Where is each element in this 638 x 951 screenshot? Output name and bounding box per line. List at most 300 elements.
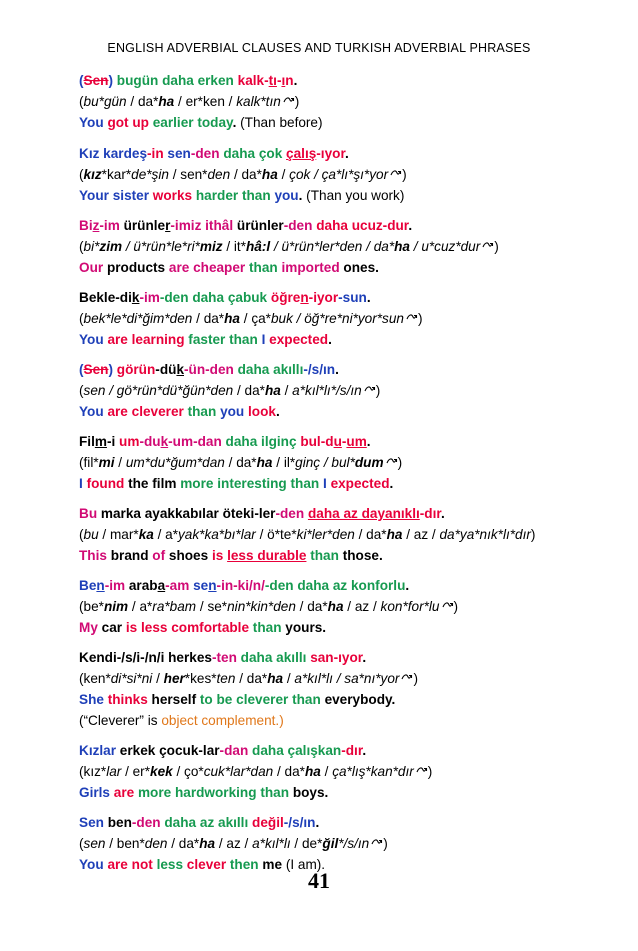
text-segment: the [128, 476, 153, 491]
text-segment: -dan [219, 743, 253, 758]
example-block [79, 143, 579, 206]
text-segment: kek [150, 764, 173, 779]
text-segment: (ken* [79, 671, 111, 686]
text-segment: . [366, 290, 371, 305]
text-segment: those. [342, 548, 383, 563]
text-segment: / [283, 671, 295, 686]
text-segment: -den [190, 146, 224, 161]
text-segment: a*kıl*lı*/s/ın [292, 383, 362, 398]
text-segment: -imiz [170, 218, 206, 233]
text-segment: da*ya*nık*lı*dır [439, 527, 531, 542]
text-segment: / da* [192, 311, 225, 326]
text-segment: daha [252, 743, 288, 758]
text-segment: ha [264, 383, 281, 398]
text-segment: sen [83, 836, 106, 851]
text-segment: -den [275, 506, 308, 521]
text-segment: . [232, 115, 241, 130]
text-segment: nin*kin*den [227, 599, 296, 614]
text-segment: products [106, 260, 169, 275]
text-segment: ) [530, 527, 536, 542]
pronunciation-line [79, 91, 579, 112]
tilde-arrow-icon [406, 313, 418, 321]
text-segment: *kes* [184, 671, 217, 686]
turkish-sentence [79, 70, 579, 91]
text-segment: ha [394, 239, 410, 254]
text-segment: than [260, 785, 293, 800]
pronunciation-line [79, 668, 579, 689]
example-block [79, 215, 579, 278]
pronunciation-line [79, 164, 579, 185]
text-segment: um [346, 434, 367, 449]
turkish-sentence [79, 740, 579, 761]
english-translation [79, 257, 579, 278]
text-segment: -ten [211, 650, 241, 665]
text-segment: daha ucuz [316, 218, 383, 233]
text-segment: (kız* [79, 764, 107, 779]
text-segment: u [333, 434, 342, 449]
text-segment: görün [116, 362, 156, 377]
turkish-sentence [79, 431, 579, 452]
text-segment: bek*le*di*ğim*den [83, 311, 193, 326]
text-segment: herself [151, 692, 200, 707]
text-segment: k [176, 362, 184, 377]
text-segment: / da* [167, 836, 200, 851]
text-segment: de*şin [131, 167, 169, 182]
text-segment: bu*gün [83, 94, 127, 109]
text-segment: -ıyor [333, 650, 363, 665]
text-segment: ha [327, 599, 344, 614]
text-segment: Kız kardeş [79, 146, 148, 161]
pronunciation-line [79, 833, 579, 854]
text-segment: -um [168, 434, 194, 449]
text-segment: -in [216, 578, 234, 593]
text-segment: ha [261, 167, 278, 182]
text-segment: kalk*tın [236, 94, 281, 109]
text-segment: tı [268, 73, 277, 88]
text-segment: . [362, 650, 367, 665]
text-segment: / da* [126, 94, 159, 109]
text-segment: than [292, 692, 325, 707]
text-segment: daha ilginç [225, 434, 301, 449]
grammar-note [79, 710, 579, 731]
text-segment: dum [354, 455, 384, 470]
text-segment: ha [386, 527, 403, 542]
example-block [79, 647, 579, 731]
text-segment: ( [79, 383, 84, 398]
text-segment: . [275, 404, 280, 419]
text-segment: z [92, 218, 100, 233]
text-segment: / er*ken / [174, 94, 237, 109]
text-segment: ) [427, 764, 433, 779]
text-segment: m [94, 434, 107, 449]
text-segment: -den [283, 218, 317, 233]
english-translation [79, 689, 579, 710]
text-segment: You [79, 115, 108, 130]
text-segment: imported [281, 260, 344, 275]
text-segment: -dan [193, 434, 226, 449]
text-segment: -am [165, 578, 194, 593]
text-segment: */s/ın [338, 836, 370, 851]
text-segment: n [285, 73, 294, 88]
text-segment: are learning [107, 332, 189, 347]
tilde-arrow-icon [283, 96, 295, 104]
text-segment: arab [128, 578, 158, 593]
text-segment: yours. [285, 620, 327, 635]
text-segment: se [193, 578, 209, 593]
text-segment: ha [304, 764, 321, 779]
text-segment: / ü*rün*ler*den / da* [270, 239, 395, 254]
text-segment: ) [402, 167, 407, 182]
text-segment: / mar* [98, 527, 139, 542]
text-segment: daha akıllı [240, 650, 311, 665]
text-segment: / [280, 383, 293, 398]
text-segment: got up [107, 115, 153, 130]
text-segment: ha [224, 311, 240, 326]
text-segment: harder than [195, 188, 275, 203]
text-segment: -d [320, 434, 334, 449]
example-block [79, 431, 579, 494]
text-segment: look [248, 404, 276, 419]
text-segment: ben [107, 815, 132, 830]
text-segment: shoes [168, 548, 212, 563]
text-segment: kalk- [237, 73, 269, 88]
text-segment: ha [267, 671, 284, 686]
text-segment: -dur [382, 218, 409, 233]
text-segment: r [165, 218, 171, 233]
text-segment: are not [107, 857, 157, 872]
text-segment: marka ayakkabılar öteki-ler [100, 506, 276, 521]
text-segment: ten [216, 671, 236, 686]
text-segment: - [341, 434, 347, 449]
text-segment: works [152, 188, 196, 203]
text-segment: ( [79, 167, 84, 182]
text-segment: ) [397, 455, 403, 470]
text-segment: ha [199, 836, 216, 851]
text-segment: ) [383, 836, 388, 851]
text-segment: bi* [83, 239, 100, 254]
text-segment: ki*ler*den [296, 527, 355, 542]
text-segment: is [125, 620, 141, 635]
text-segment: ka [138, 527, 154, 542]
text-segment: thinks [107, 692, 152, 707]
text-segment: I [323, 476, 331, 491]
text-segment: ürünle [123, 218, 166, 233]
turkish-sentence [79, 359, 579, 380]
text-segment: / da* [273, 764, 305, 779]
text-segment: -ıyor [316, 146, 345, 161]
text-segment: / az / [402, 527, 440, 542]
text-segment: um*du*ğum*dan [125, 455, 225, 470]
text-segment: ) [108, 362, 117, 377]
text-segment: ) [417, 311, 423, 326]
text-segment: a*kıl*lı [252, 836, 291, 851]
text-segment: / [114, 455, 126, 470]
text-segment: ( [79, 239, 84, 254]
text-segment: / ço* [172, 764, 204, 779]
text-segment: less [156, 857, 187, 872]
example-block [79, 812, 579, 875]
english-translation [79, 185, 579, 206]
text-segment: herkes [168, 650, 212, 665]
english-translation [79, 545, 579, 566]
text-segment: Kızlar [79, 743, 120, 758]
turkish-sentence [79, 215, 579, 236]
text-segment: / da* [354, 527, 387, 542]
text-segment: than [252, 620, 286, 635]
text-segment: I [261, 332, 270, 347]
text-segment: -den [205, 362, 238, 377]
text-segment: ) [108, 73, 117, 88]
text-segment: Be [79, 578, 97, 593]
text-segment: -den daha az konforlu [264, 578, 406, 593]
text-segment: . [345, 146, 349, 161]
text-segment: ı [281, 73, 286, 88]
turkish-sentence [79, 575, 579, 596]
text-segment: ürünler [236, 218, 284, 233]
tilde-arrow-icon [390, 169, 402, 177]
tilde-arrow-icon [401, 673, 413, 681]
text-segment: / ö*te* [255, 527, 297, 542]
text-segment: -im [99, 218, 124, 233]
text-segment: ra*bam [152, 599, 197, 614]
text-segment: ithâl [205, 218, 237, 233]
text-segment: / il* [272, 455, 296, 470]
text-segment: boys. [292, 785, 329, 800]
text-segment: You [79, 857, 108, 872]
pronunciation-line [79, 308, 579, 329]
text-segment: You [79, 404, 108, 419]
text-segment: di*si*ni [110, 671, 153, 686]
text-segment: is [211, 548, 228, 563]
text-segment: less comfortable [140, 620, 253, 635]
text-segment: (I am). [285, 857, 326, 872]
tilde-arrow-icon [364, 385, 376, 393]
text-segment: - [276, 73, 282, 88]
text-segment: -sun [338, 290, 367, 305]
text-segment: than [249, 260, 282, 275]
text-segment: k [131, 290, 140, 305]
text-segment: ça*lış*kan*dır [332, 764, 414, 779]
text-segment: um [119, 434, 140, 449]
text-segment: -dır [341, 743, 363, 758]
page-number: 41 [308, 868, 330, 893]
text-segment: / sen* [168, 167, 208, 182]
text-segment: . [440, 506, 445, 521]
text-segment: nim [103, 599, 129, 614]
pronunciation-line [79, 524, 579, 545]
text-segment: (fil* [79, 455, 99, 470]
text-segment: clever [186, 857, 230, 872]
text-segment: me [262, 857, 286, 872]
english-translation [79, 112, 579, 133]
text-segment: Girls [79, 785, 114, 800]
text-segment: öğre [270, 290, 301, 305]
page-header: ENGLISH ADVERBIAL CLAUSES AND TURKISH ADVERBIAL PHRASES [107, 41, 531, 55]
text-segment: ( [79, 94, 84, 109]
text-segment: -in [147, 146, 168, 161]
text-segment: more interesting [180, 476, 291, 491]
text-segment: kız [83, 167, 102, 182]
text-segment: She [79, 692, 108, 707]
text-segment: Kendi-/s/i-/n/i [79, 650, 169, 665]
english-translation [79, 329, 579, 350]
text-segment: ginç / bul* [295, 455, 355, 470]
tilde-arrow-icon [371, 838, 383, 846]
text-segment: (Than you work) [306, 188, 405, 203]
text-segment: -ki/n/ [233, 578, 265, 593]
text-segment: film [152, 476, 181, 491]
text-segment: (“Cleverer” is [79, 713, 162, 728]
text-segment: *kar* [101, 167, 132, 182]
text-segment: / da* [233, 383, 265, 398]
text-segment: bu [83, 527, 99, 542]
text-segment: bul [300, 434, 321, 449]
example-block [79, 70, 579, 133]
text-segment: / [320, 764, 333, 779]
english-translation [79, 782, 579, 803]
text-segment: to be cleverer [199, 692, 293, 707]
text-segment: everybody. [324, 692, 396, 707]
text-segment: . [293, 73, 298, 88]
text-segment: -den daha çabuk [159, 290, 271, 305]
text-segment: Sen [83, 73, 109, 88]
text-segment: . [405, 578, 410, 593]
text-segment: Sen [83, 362, 109, 377]
text-segment: expected [330, 476, 390, 491]
english-translation [79, 473, 579, 494]
text-segment: kon*for*lu [380, 599, 440, 614]
pronunciation-line [79, 596, 579, 617]
text-segment: den [207, 167, 231, 182]
text-segment: (Than before) [240, 115, 323, 130]
text-segment: / a* [128, 599, 153, 614]
text-segment: ha [256, 455, 273, 470]
text-segment: Fil [79, 434, 95, 449]
tilde-arrow-icon [386, 457, 398, 465]
text-segment: ) [375, 383, 381, 398]
text-segment: than [310, 548, 343, 563]
text-segment: ( [79, 836, 84, 851]
text-segment: than [290, 476, 323, 491]
text-segment: / ça* [239, 311, 271, 326]
text-segment: daha az akıllı [164, 815, 253, 830]
text-segment: than [187, 404, 221, 419]
text-segment: -im [104, 578, 129, 593]
text-segment: daha az dayanıklı [307, 506, 420, 521]
turkish-sentence [79, 812, 579, 833]
text-segment: ( [79, 362, 84, 377]
example-block [79, 503, 579, 566]
english-translation [79, 401, 579, 422]
text-segment: -dü [155, 362, 177, 377]
text-segment: ) [453, 599, 459, 614]
text-segment: . [408, 218, 413, 233]
text-segment: of [152, 548, 169, 563]
turkish-sentence [79, 503, 579, 524]
text-segment: This [79, 548, 111, 563]
text-segment: My [79, 620, 102, 635]
text-segment: çok / ça*lı*şı*yor [289, 167, 389, 182]
text-segment: yak*ka*bı*lar [178, 527, 256, 542]
text-segment: daha akıllı [237, 362, 304, 377]
text-segment: / ben* [105, 836, 145, 851]
text-segment: / az / [215, 836, 253, 851]
text-segment: / de* [290, 836, 323, 851]
text-segment: ( [79, 527, 84, 542]
text-segment: sen / gö*rün*dü*ğün*den [83, 383, 234, 398]
text-segment: k [160, 434, 169, 449]
text-segment: ones. [343, 260, 379, 275]
text-segment: Bu [79, 506, 101, 521]
text-segment: cuk*lar*dan [203, 764, 274, 779]
text-segment: den [144, 836, 168, 851]
text-segment: buk / öğ*re*ni*yor*sun [270, 311, 404, 326]
pronunciation-line [79, 761, 579, 782]
text-segment: object complement.) [161, 713, 284, 728]
text-segment: n [300, 290, 309, 305]
text-segment: then [229, 857, 263, 872]
text-segment: / az / [343, 599, 381, 614]
text-segment: / it* [222, 239, 246, 254]
text-segment: Bi [79, 218, 93, 233]
text-segment: san [310, 650, 334, 665]
text-segment: -den [131, 815, 165, 830]
text-segment: / da* [230, 167, 262, 182]
text-segment: . [298, 188, 307, 203]
text-segment: are cheaper [168, 260, 249, 275]
example-block [79, 740, 579, 803]
text-segment: / [277, 167, 290, 182]
english-translation [79, 617, 579, 638]
text-segment: / er* [121, 764, 151, 779]
text-segment: car [101, 620, 126, 635]
text-segment: / se* [196, 599, 228, 614]
text-segment: ) [494, 239, 499, 254]
text-segment: çalışkan [287, 743, 342, 758]
text-segment: ( [79, 311, 84, 326]
text-segment: more hardworking [137, 785, 261, 800]
text-segment: / da* [235, 671, 268, 686]
example-block [79, 359, 579, 422]
text-segment: -dır [419, 506, 441, 521]
text-segment: found [86, 476, 129, 491]
text-segment: n [208, 578, 217, 593]
text-segment: (be* [79, 599, 104, 614]
text-segment: zim [99, 239, 123, 254]
text-segment: / [152, 671, 164, 686]
text-segment: You [79, 332, 108, 347]
text-segment: Sen [79, 815, 108, 830]
text-segment: I [79, 476, 87, 491]
text-segment: are cleverer [107, 404, 188, 419]
text-segment: her [163, 671, 185, 686]
text-segment: -/s/ın [283, 815, 316, 830]
text-segment: a [157, 578, 166, 593]
text-segment: . [328, 332, 332, 347]
text-segment: değil [252, 815, 284, 830]
text-segment: ) [294, 94, 300, 109]
text-segment: a*kıl*lı / sa*nı*yor [294, 671, 400, 686]
turkish-sentence [79, 647, 579, 668]
text-segment: bugün daha erken [116, 73, 238, 88]
text-segment: daha çok [223, 146, 287, 161]
text-segment: / u*cuz*dur [409, 239, 481, 254]
text-segment: are [113, 785, 138, 800]
turkish-sentence [79, 143, 579, 164]
text-segment: . [366, 434, 371, 449]
text-segment: / ü*rün*le*ri* [122, 239, 200, 254]
text-segment: expected [269, 332, 329, 347]
